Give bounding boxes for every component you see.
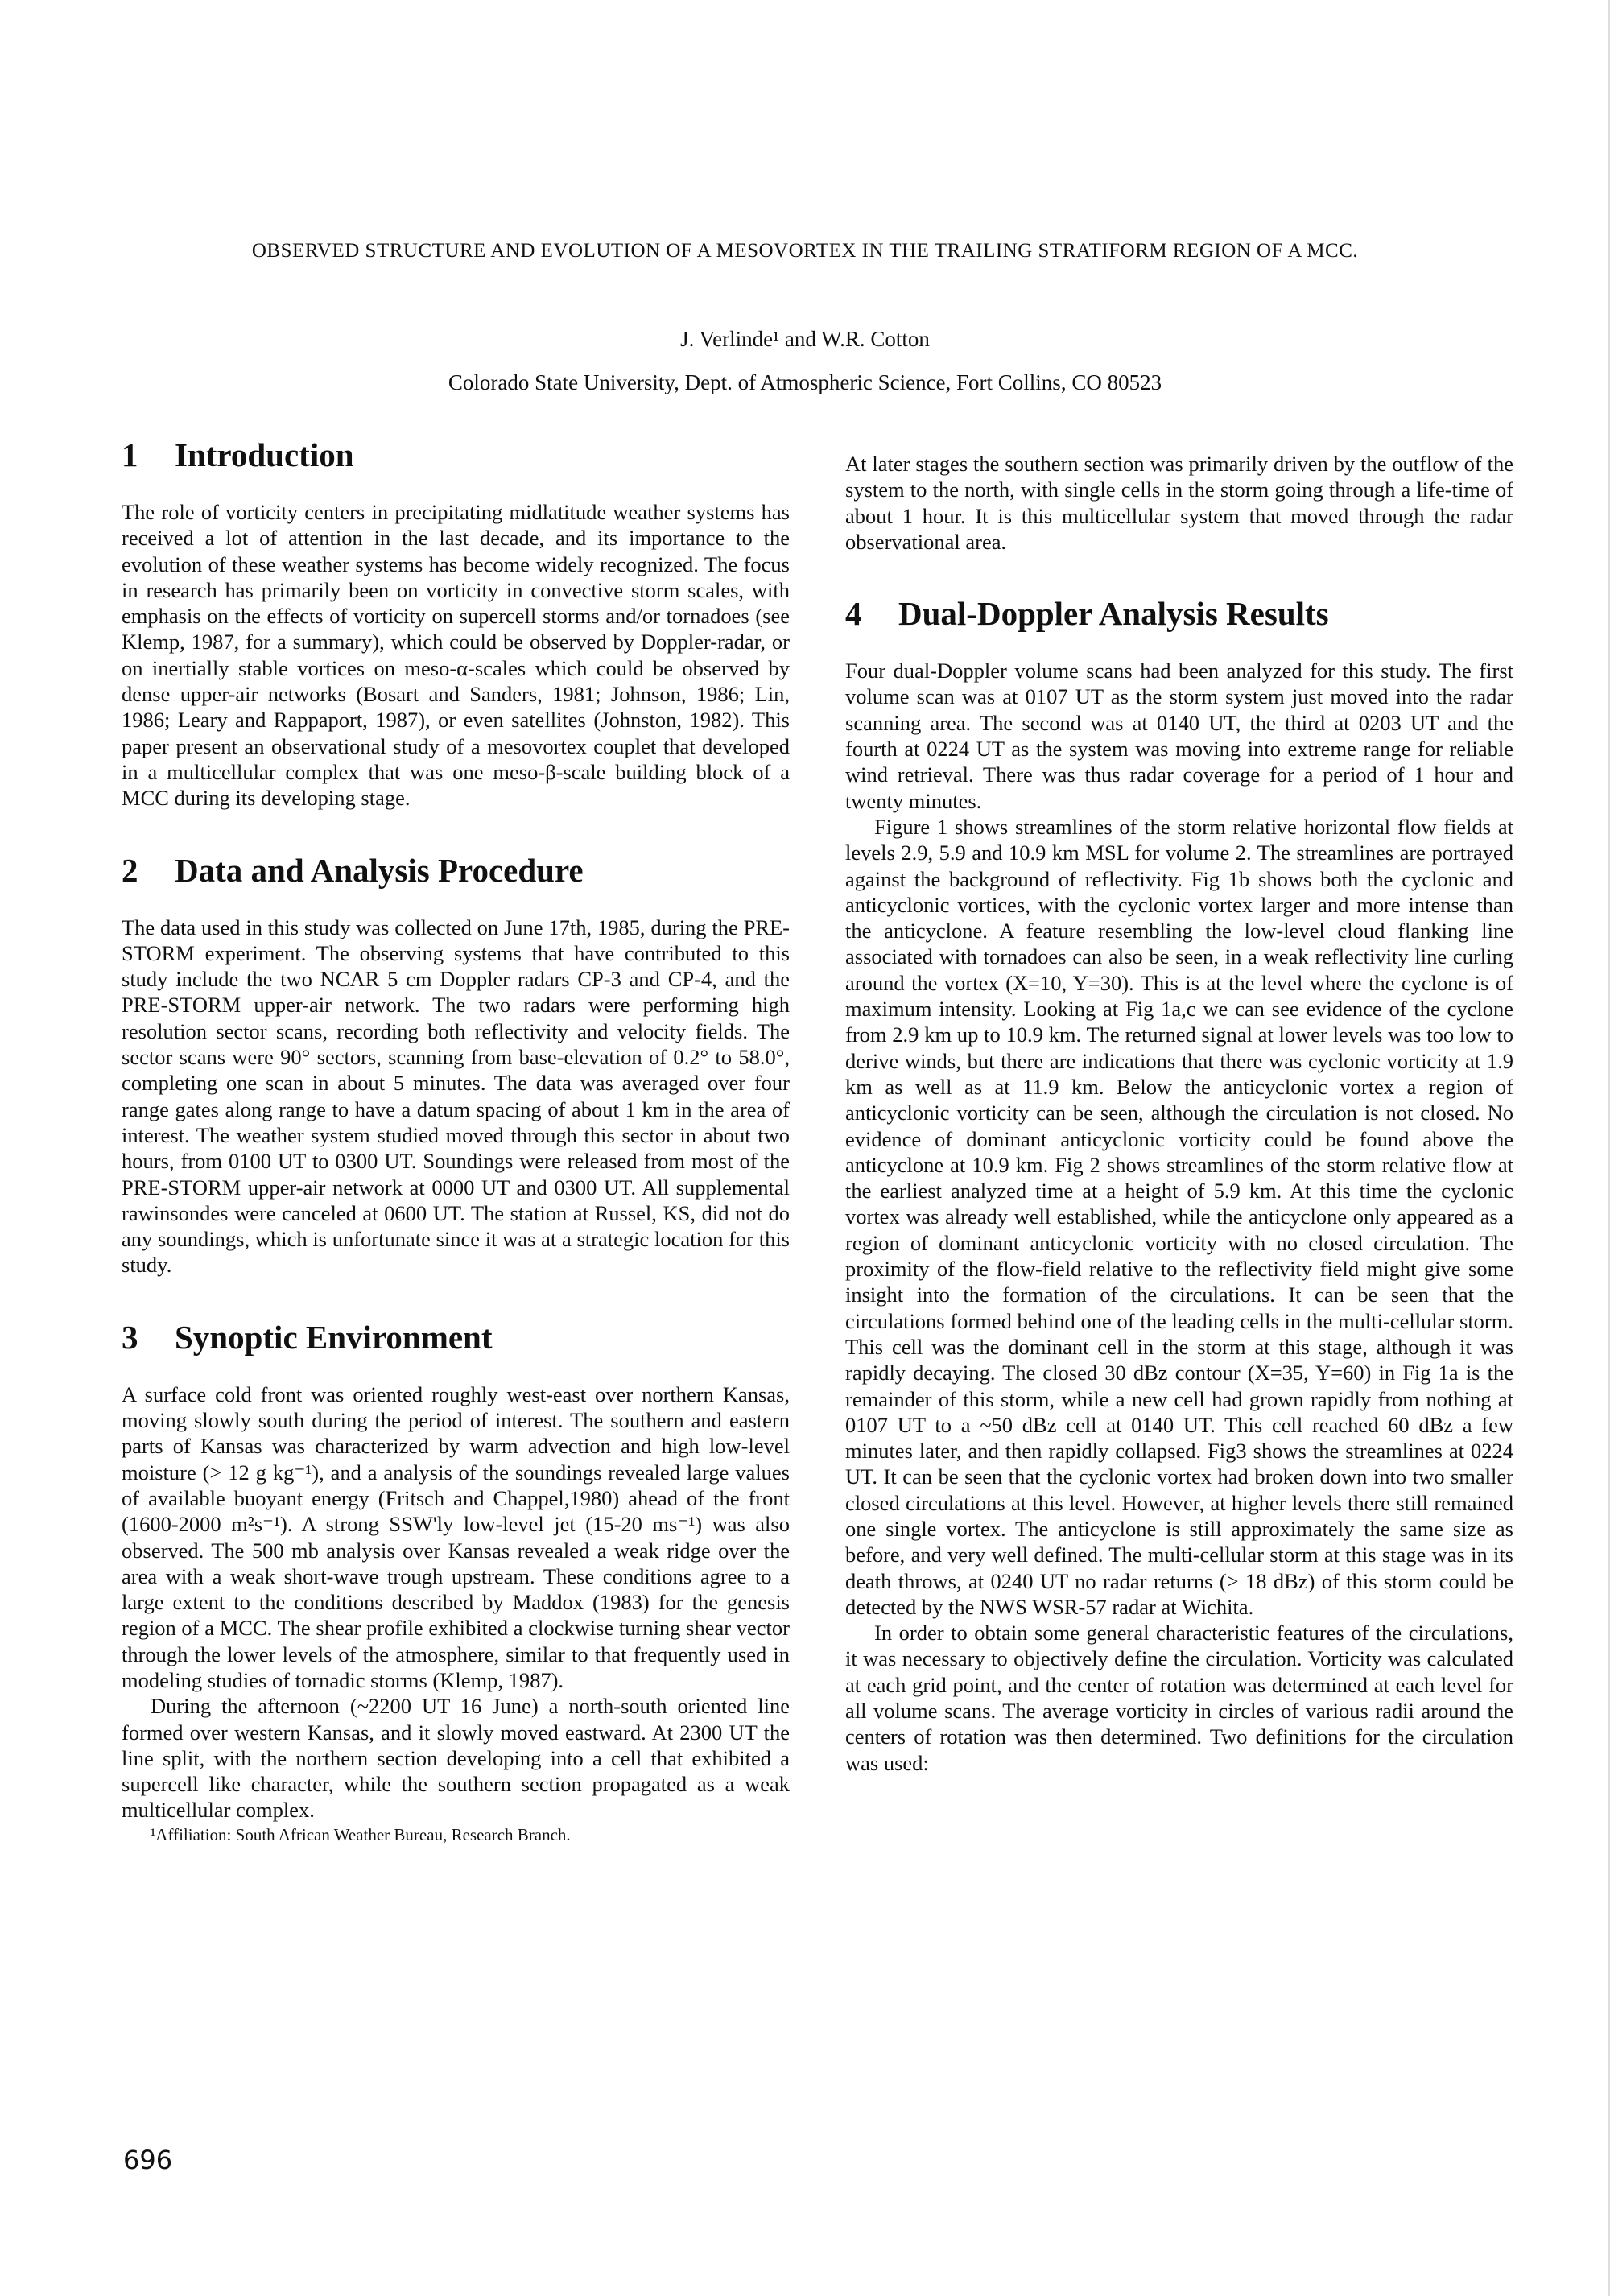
paragraph: Figure 1 shows streamlines of the storm relative horizontal flow fields at levels 2.9, 5.9 and 10.9 km MSL for volume 2. The streamlines are portrayed against the background of reflectivity. Fig 1b shows both the cyclonic and anticyclonic vortices, with the cyclonic vortex larger and more intense than the anticyclone. A feature resembling the low-level cloud flanking line associated with tornadoes can also be seen, in a weak reflectivity line curling around the vortex (X=10, Y=30). This is at the level where the cyclone is of maximum intensity. Looking at Fig 1a,c we can see evidence of the cyclone from 2.9 km up to 10.9 km. The returned signal at lower levels was too low to derive winds, but there are indications that there was cyclonic vorticity at 1.9 km as well as at 11.9 km. Below the anticyclonic vortex a region of anticyclonic vorticity can be seen, although the circulation is not closed. No evidence of dominant anticyclonic vorticity could be found above the anticyclone at 10.9 km. Fig 2 shows streamlines of the storm relative flow at the earliest analyzed time at a height of 5.9 km. At this time the cyclonic vortex was already well established, while the anticyclone only appeared as a region of dominant anticyclonic vorticity with no closed circulation. The proximity of the flow-field relative to the reflectivity field might give some insight into the formation of the circulations. It can be seen that the circulations formed behind one of the leading cells in the multi-cellular storm. This cell was the dominant cell in the storm at this stage, although it was rapidly decaying. The closed 30 dBz contour (X=35, Y=60) in Fig 1a is the remainder of this storm, while a new cell had grown rapidly from nothing at 0107 UT to a ~50 dBz cell at 0140 UT. This cell reached 60 dBz a few minutes later, and then rapidly collapsed. Fig3 shows the streamlines at 0224 UT. It can be seen that the cyclonic vortex had broken down into two smaller closed circulations at this level. However, at higher levels there still remained one single vortex. The anticyclone is still approximately the same size as before, and very well defined. The multi-cellular storm at this stage was in its death throws, at 0240 UT no radar returns (> 18 dBz) of this storm could be detected by the NWS WSR-57 radar at Wichita. [845,814,1513,1619]
paper-title: OBSERVED STRUCTURE AND EVOLUTION OF A MESOVORTEX IN THE TRAILING STRATIFORM REGION OF A MCC. [251,240,1359,262]
paragraph: At later stages the southern section was primarily driven by the outflow of the system to the north, with single cells in the storm going through a life-time of about 1 hour. It is this multicellular system that moved through the radar observational area. [845,452,1513,554]
section-heading: 2 Data and Analysis Procedure [122,851,584,889]
paragraph: The data used in this study was collected on June 17th, 1985, during the PRE-STORM experiment. The observing systems that have contributed to this study include the two NCAR 5 cm Doppler radars CP-3 and CP-4, and the PRE-STORM upper-air network. The two radars were performing high resolution sector scans, recording both reflectivity and velocity fields. The sector scans were 90° sectors, scanning from base-elevation of 0.2° to 58.0°, completing one scan in about 5 minutes. The data was averaged over four range gates along range to have a datum spacing of about 1 km in the area of interest. The weather system studied moved through this sector in about two hours, from 0100 UT to 0300 UT. Soundings were released from most of the PRE-STORM upper-air network at 0000 UT and 0300 UT. All supplemental rawinsondes were canceled at 0600 UT. The station at Russel, KS, did not do any soundings, which is unfortunate since it was at a strategic location for this study. [122,915,790,1278]
section-heading: 4 Dual-Doppler Analysis Results [845,595,1329,633]
paragraph: In order to obtain some general characteristic features of the circulations, it was necessary to objectively define the circulation. Vorticity was calculated at each grid point, and the center of rotation was determined at each level for all volume scans. The average vorticity in circles of various radii around the centers of rotation was then determined. Two definitions for the circulation was used: [845,1621,1513,1775]
page-number: 696 [123,2145,173,2175]
paragraph: During the afternoon (~2200 UT 16 June) a north-south oriented line formed over western Kansas, and it slowly moved eastward. At 2300 UT the line split, with the northern section developing into a cell that exhibited a supercell like character, while the southern section propagated as a weak multicellular complex. [122,1694,790,1823]
section-heading: 3 Synoptic Environment [122,1318,493,1356]
footnote: ¹Affiliation: South African Weather Bureau, Research Branch. [151,1824,571,1844]
right-column [845,451,1513,1776]
paragraph: Four dual-Doppler volume scans had been analyzed for this study. The first volume scan was at 0107 UT as the storm system just moved into the radar scanning area. The second was at 0140 UT, the third at 0203 UT and the fourth at 0224 UT as the system was moving into extreme range for reliable wind retrieval. There was thus radar coverage for a period of 1 hour and twenty minutes. [845,659,1513,813]
left-column [122,435,790,1846]
paragraph: A surface cold front was oriented roughly west-east over northern Kansas, moving slowly south during the period of interest. The southern and eastern parts of Kansas was characterized by warm advection and high low-level moisture (> 12 g kg⁻¹), and a analysis of the soundings revealed large values of available buoyant energy (Fritsch and Chappel,1980) ahead of the front (1600-2000 m²s⁻¹). A strong SSW'ly low-level jet (15-20 ms⁻¹) was also observed. The 500 mb analysis over Kansas revealed a weak ridge over the area with a weak short-wave trough upstream. These conditions agree to a large extent to the conditions described by Maddox (1983) for the genesis region of a MCC. The shear profile exhibited a clockwise turning shear vector through the lower levels of the atmosphere, similar to that frequently used in modeling studies of tornadic storms (Klemp, 1987). [122,1381,790,1692]
paragraph: The role of vorticity centers in precipitating midlatitude weather systems has received a lot of attention in the last decade, and its importance to the evolution of these weather systems has become widely recognized. The focus in research has primarily been on vorticity in convective storm scales, with emphasis on the effects of vorticity on supercell storms and/or tornadoes (see Klemp, 1987, for a summary), which could be observed by Doppler-radar, or on inertially stable vortices on meso-α-scales which could be observed by dense upper-air networks (Bosart and Sanders, 1981; Johnson, 1986; Lin, 1986; Leary and Rappaport, 1987), or even satellites (Johnston, 1982). This paper present an observational study of a mesovortex couplet that developed in a multicellular complex that was one meso-β-scale building block of a MCC during its developing stage. [122,500,790,811]
section-heading: 1 Introduction [122,436,354,473]
authors: J. Verlinde¹ and W.R. Cotton [680,327,930,351]
affiliation: Colorado State University, Dept. of Atmospheric Science, Fort Collins, CO 80523 [448,370,1162,394]
